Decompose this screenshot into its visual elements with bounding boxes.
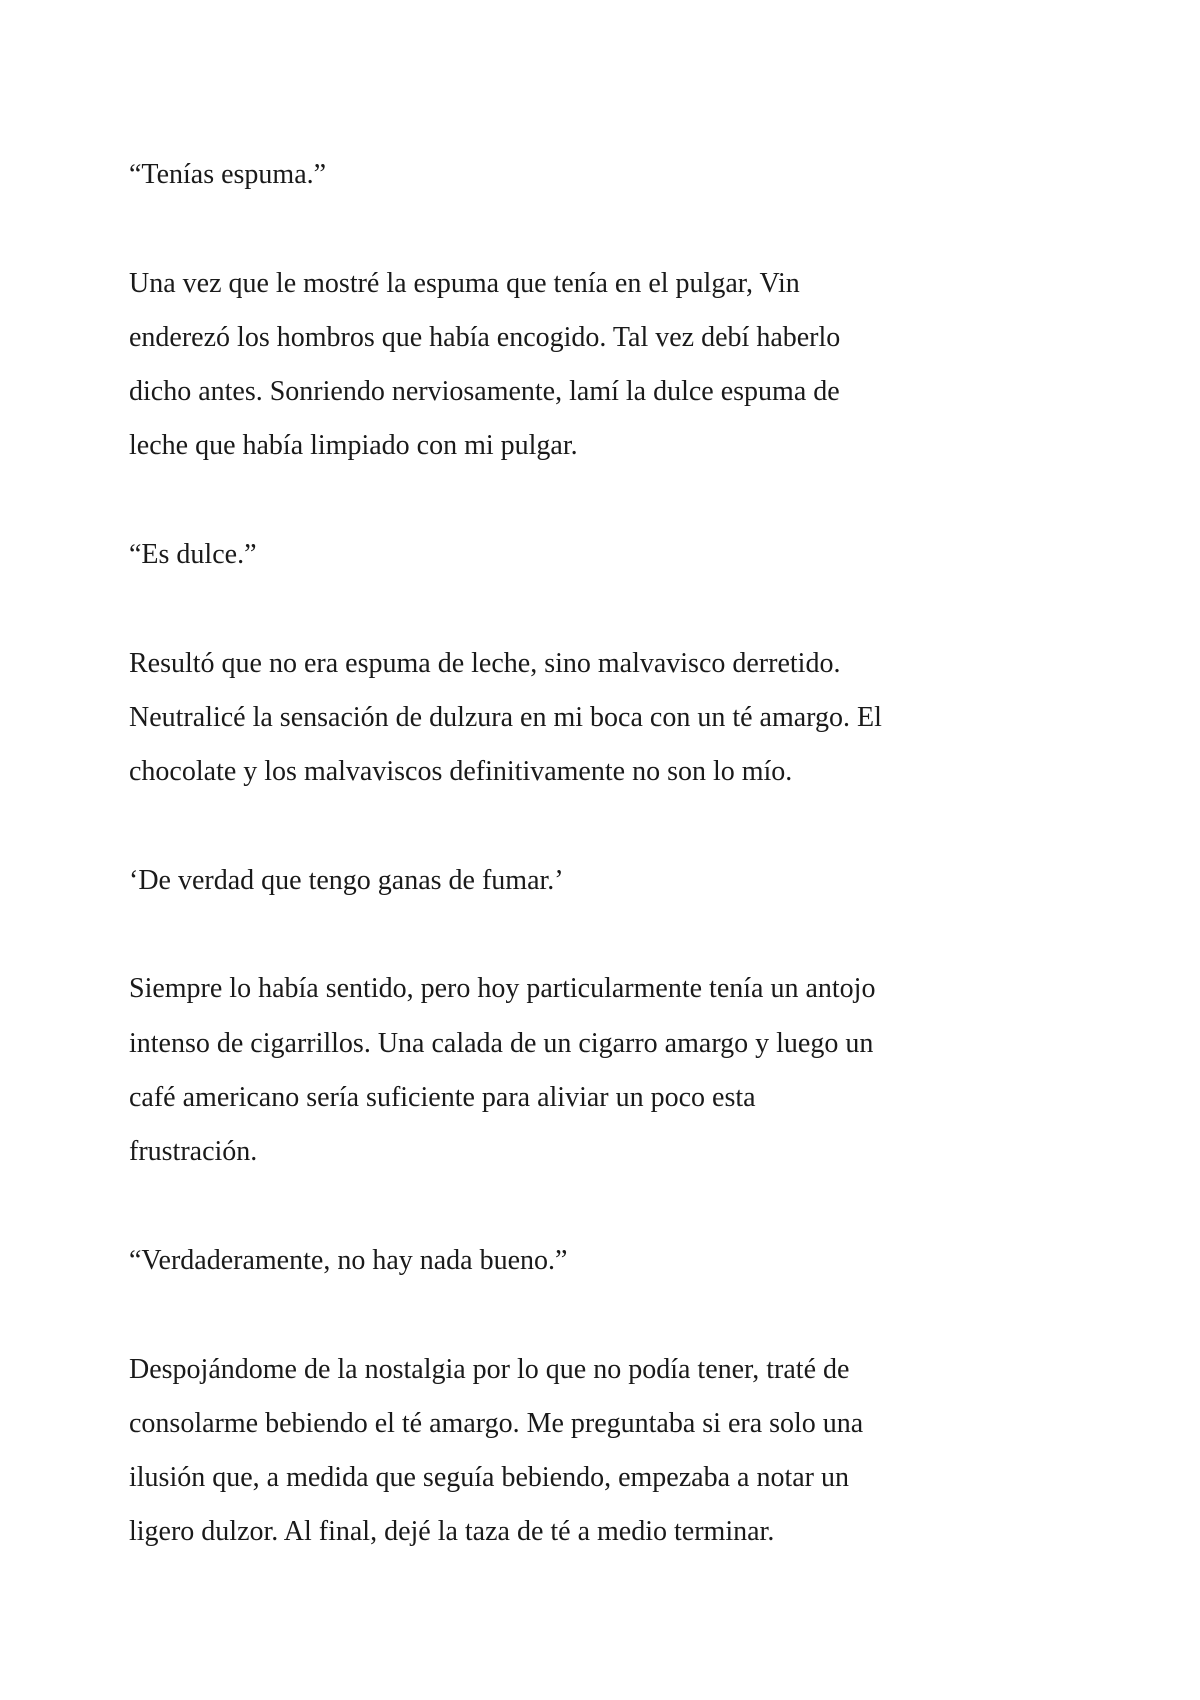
text-line: Despojándome de la nostalgia por lo que no podía tener, traté de bbox=[129, 1353, 850, 1385]
text-line: “Verdaderamente, no hay nada bueno.” bbox=[129, 1244, 568, 1276]
text-line: dicho antes. Sonriendo nerviosamente, lamí la dulce espuma de bbox=[129, 376, 840, 408]
document-page bbox=[129, 148, 1089, 1614]
text-line: “Tenías espuma.” bbox=[129, 159, 327, 190]
text-line: Una vez que le mostré la espuma que tenía en el pulgar, Vin bbox=[129, 267, 800, 299]
paragraph bbox=[129, 257, 1089, 474]
text-line: café americano sería suficiente para aliviar un poco esta bbox=[129, 1082, 756, 1114]
paragraph bbox=[129, 962, 1089, 1179]
paragraph bbox=[129, 637, 1089, 800]
paragraph bbox=[129, 528, 1089, 582]
text-line: enderezó los hombros que había encogido. Tal vez debí haberlo bbox=[129, 321, 841, 353]
text-line: intenso de cigarrillos. Una calada de un cigarro amargo y luego un bbox=[129, 1027, 874, 1059]
paragraph bbox=[129, 1343, 1089, 1560]
text-line: consolarme bebiendo el té amargo. Me preguntaba si era solo una bbox=[129, 1407, 864, 1439]
text-line: Resultó que no era espuma de leche, sino malvavisco derretido. bbox=[129, 647, 841, 679]
text-line: “Es dulce.” bbox=[129, 539, 257, 571]
text-line: ligero dulzor. Al final, dejé la taza de té a medio terminar. bbox=[129, 1516, 775, 1548]
text-line: chocolate y los malvaviscos definitivamente no son lo mío. bbox=[129, 756, 793, 788]
paragraph bbox=[129, 148, 1089, 202]
text-line: ‘De verdad que tengo ganas de fumar.’ bbox=[129, 864, 564, 896]
text-line: Siempre lo había sentido, pero hoy particularmente tenía un antojo bbox=[129, 973, 876, 1005]
text-line: leche que había limpiado con mi pulgar. bbox=[129, 430, 578, 462]
paragraph bbox=[129, 1234, 1089, 1288]
text-line: ilusión que, a medida que seguía bebiendo, empezaba a notar un bbox=[129, 1462, 849, 1494]
text-line: frustración. bbox=[129, 1136, 258, 1168]
paragraph bbox=[129, 854, 1089, 908]
text-line: Neutralicé la sensación de dulzura en mi boca con un té amargo. El bbox=[129, 701, 882, 733]
